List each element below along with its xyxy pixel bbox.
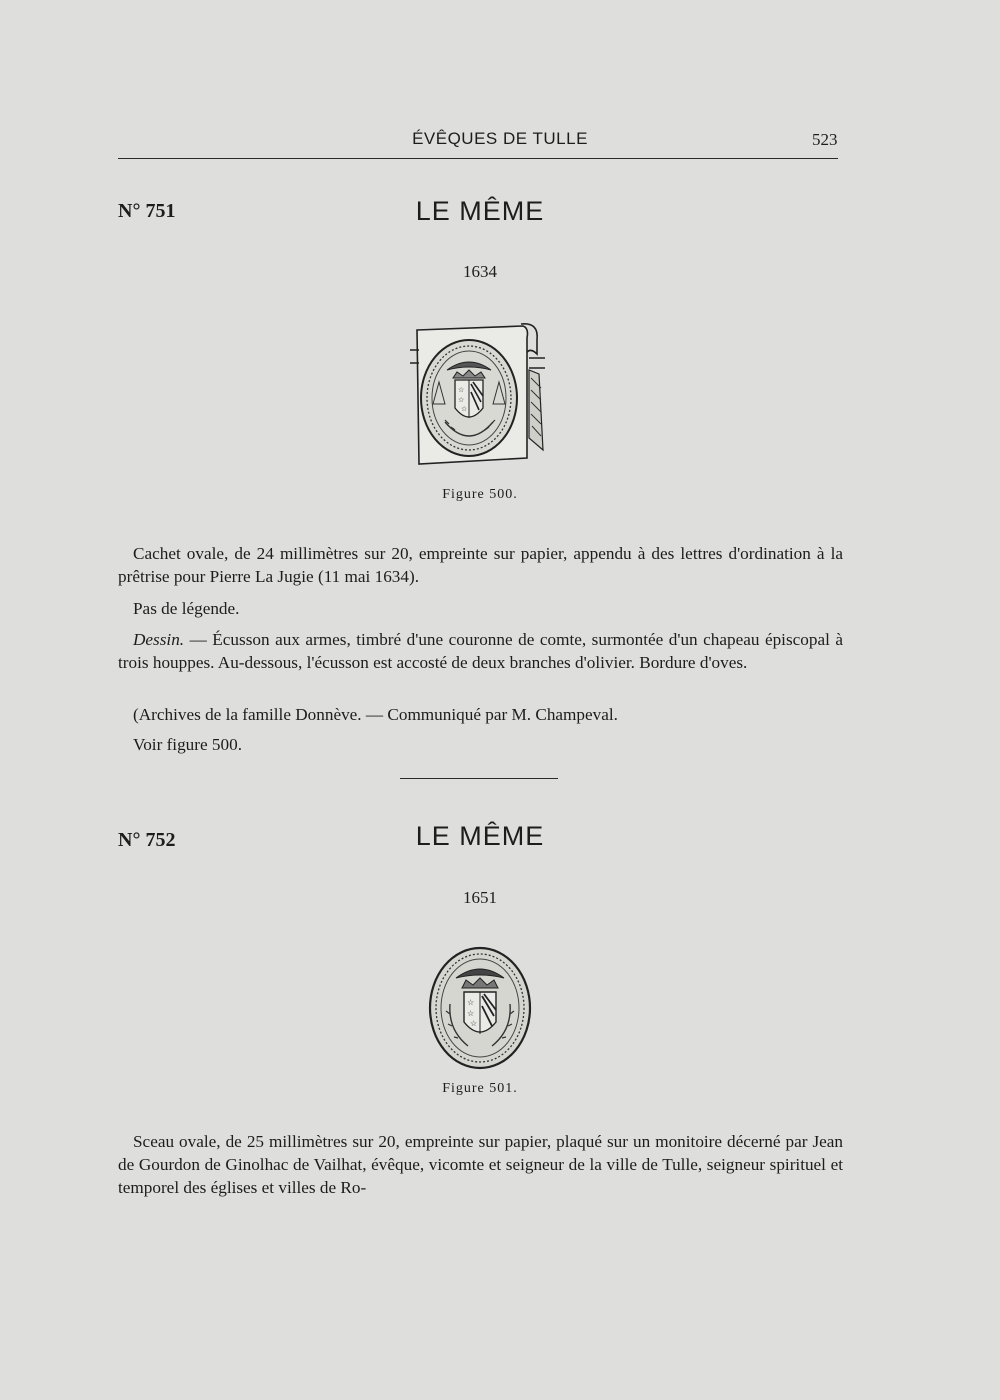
- running-title: ÉVÊQUES DE TULLE: [412, 129, 588, 148]
- svg-text:☆: ☆: [467, 1009, 475, 1018]
- svg-text:☆: ☆: [458, 396, 465, 404]
- seal-figure-500: [405, 318, 565, 483]
- entry-title: LE MÊME: [415, 196, 545, 226]
- legend-paragraph: Pas de légende.: [133, 599, 240, 618]
- drawing-paragraph: [118, 628, 843, 674]
- entry-year: 1634: [463, 262, 497, 281]
- header-rule: [118, 158, 838, 159]
- see-figure-paragraph: Voir figure 500.: [133, 735, 242, 754]
- svg-text:☆: ☆: [467, 998, 475, 1007]
- entry-title: LE MÊME: [415, 821, 545, 851]
- figure-caption: Figure 501.: [442, 1081, 518, 1096]
- entry-number: N° 751: [118, 200, 176, 222]
- seal-figure-501: [424, 944, 536, 1072]
- drawing-label: Dessin.: [133, 630, 185, 649]
- svg-text:☆: ☆: [461, 405, 468, 413]
- svg-text:☆: ☆: [458, 386, 465, 394]
- page-number: 523: [812, 130, 838, 149]
- figure-caption: Figure 500.: [442, 487, 518, 502]
- description-paragraph: Cachet ovale, de 24 millimètres sur 20, empreinte sur papier, appendu à des lettres d'ordination à la prêtrise pour Pierre La Jugie (11 mai 1634).: [118, 544, 843, 586]
- description-paragraph: Sceau ovale, de 25 millimètres sur 20, empreinte sur papier, plaqué sur un monitoire décerné par Jean de Gourdon de Ginolhac de Vailhat, évêque, vicomte et seigneur de la ville de Tulle, seigneur spirituel et temporel des églises et villes de Ro-: [118, 1132, 843, 1197]
- source-paragraph: (Archives de la famille Donnève. — Communiqué par M. Champeval.: [133, 705, 618, 724]
- svg-text:☆: ☆: [470, 1019, 478, 1028]
- entry-number: N° 752: [118, 829, 176, 851]
- entry-year: 1651: [463, 888, 497, 907]
- section-divider: [400, 778, 558, 779]
- drawing-text: — Écusson aux armes, timbré d'une couronne de comte, surmontée d'un chapeau épiscopal à trois houppes. Au-dessous, l'écusson est accosté de deux branches d'olivier. Bordure d'oves.: [118, 630, 843, 672]
